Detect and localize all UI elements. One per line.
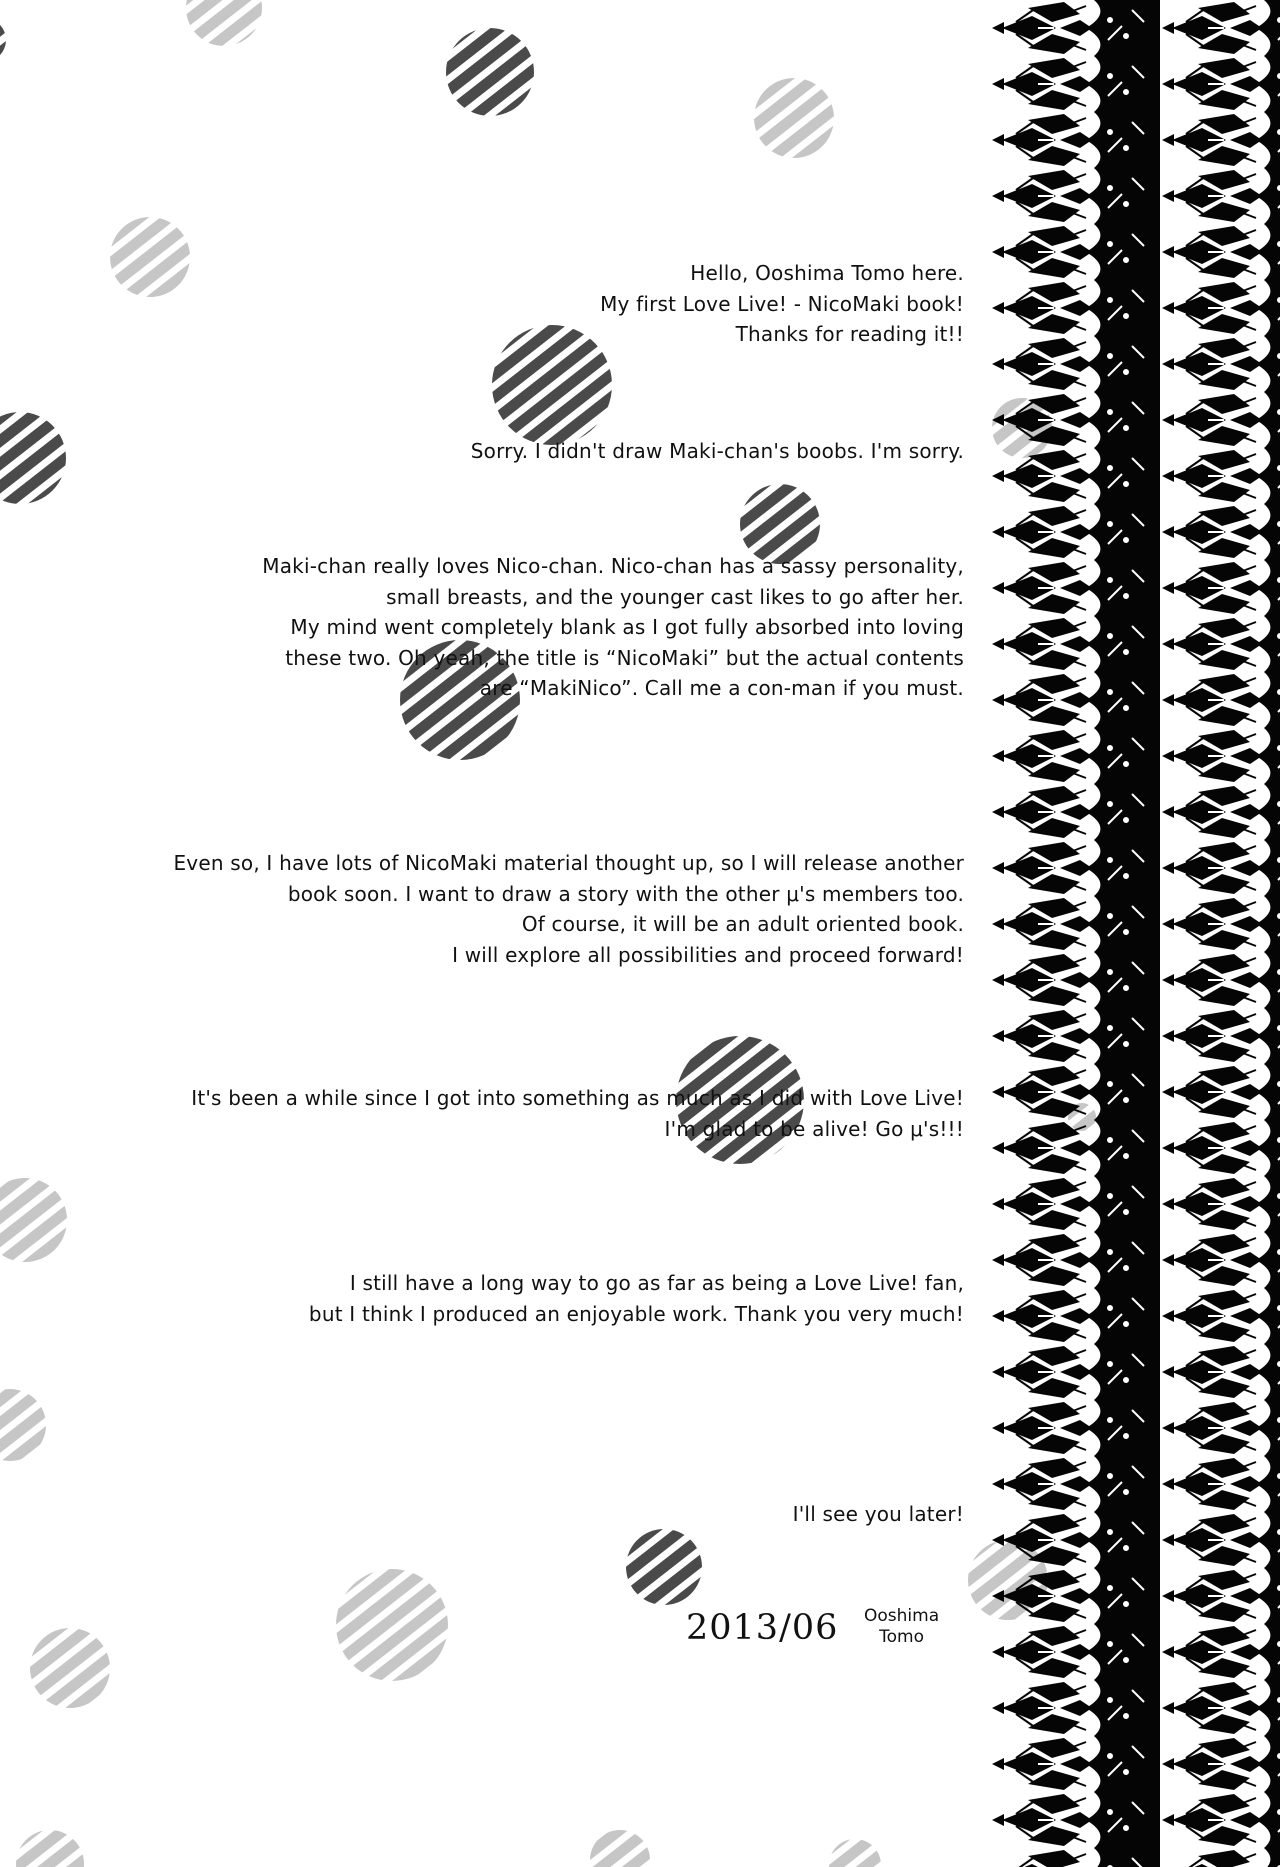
text-line: I will explore all possibilities and proceed forward! (452, 942, 964, 967)
paragraph-future-plans (173, 848, 964, 970)
paragraph-characters (262, 551, 964, 704)
striped-dot (0, 18, 6, 62)
striped-dot (110, 217, 190, 297)
striped-dot (0, 1389, 46, 1461)
paragraph-greeting (600, 258, 964, 350)
signature-name (864, 1606, 939, 1648)
text-line: Sorry. I didn't draw Maki-chan's boobs. I'm sorry. (470, 439, 964, 463)
text-line: My first Love Live! - NicoMaki book! (600, 291, 964, 316)
text-line: Thanks for reading it!! (735, 322, 964, 346)
striped-dot (590, 1830, 650, 1867)
striped-dot (186, 0, 262, 46)
signature-date: 2013/06 (686, 1608, 839, 1648)
text-line: Even so, I have lots of NicoMaki material thought up, so I will release another (173, 851, 964, 875)
text-line: but I think I produced an enjoyable work. Thank you very much! (308, 1301, 964, 1326)
signature-name-line: Tomo (879, 1627, 924, 1647)
text-line: I still have a long way to go as far as being a Love Live! fan, (349, 1271, 964, 1295)
striped-dot (754, 78, 834, 158)
text-line: It's been a while since I got into something as much as I did with Love Live! (191, 1086, 964, 1110)
text-line: Maki-chan really loves Nico-chan. Nico-chan has a sassy personality, (262, 554, 964, 578)
text-line: Hello, Ooshima Tomo here. (690, 261, 964, 285)
text-line: I'm glad to be alive! Go μ's!!! (664, 1116, 964, 1141)
striped-dot (446, 28, 534, 116)
striped-dot (492, 325, 612, 445)
paragraph-enthusiasm (191, 1083, 964, 1144)
text-line: small breasts, and the younger cast likes to go after her. (386, 584, 964, 609)
striped-dot (16, 1830, 84, 1867)
striped-dot (0, 1178, 67, 1262)
text-line: these two. Oh yeah, the title is “NicoMaki” but the actual contents (285, 645, 964, 670)
text-line: My mind went completely blank as I got fully absorbed into loving (290, 615, 964, 639)
text-line: Of course, it will be an adult oriented book. (521, 912, 964, 936)
signature (686, 1593, 986, 1663)
text-line: book soon. I want to draw a story with the other μ's members too. (287, 881, 964, 906)
striped-dot (0, 412, 66, 504)
paragraph-apology (471, 436, 964, 467)
paragraph-farewell (793, 1499, 964, 1530)
striped-dot (30, 1628, 110, 1708)
lace-border (990, 0, 1280, 1867)
striped-dot (336, 1569, 448, 1681)
striped-dot (829, 1839, 881, 1867)
text-line: are “MakiNico”. Call me a con-man if you must. (479, 676, 964, 700)
signature-name-line: Ooshima (864, 1606, 940, 1626)
text-line: I'll see you later! (792, 1502, 964, 1526)
paragraph-thanks (309, 1268, 964, 1329)
